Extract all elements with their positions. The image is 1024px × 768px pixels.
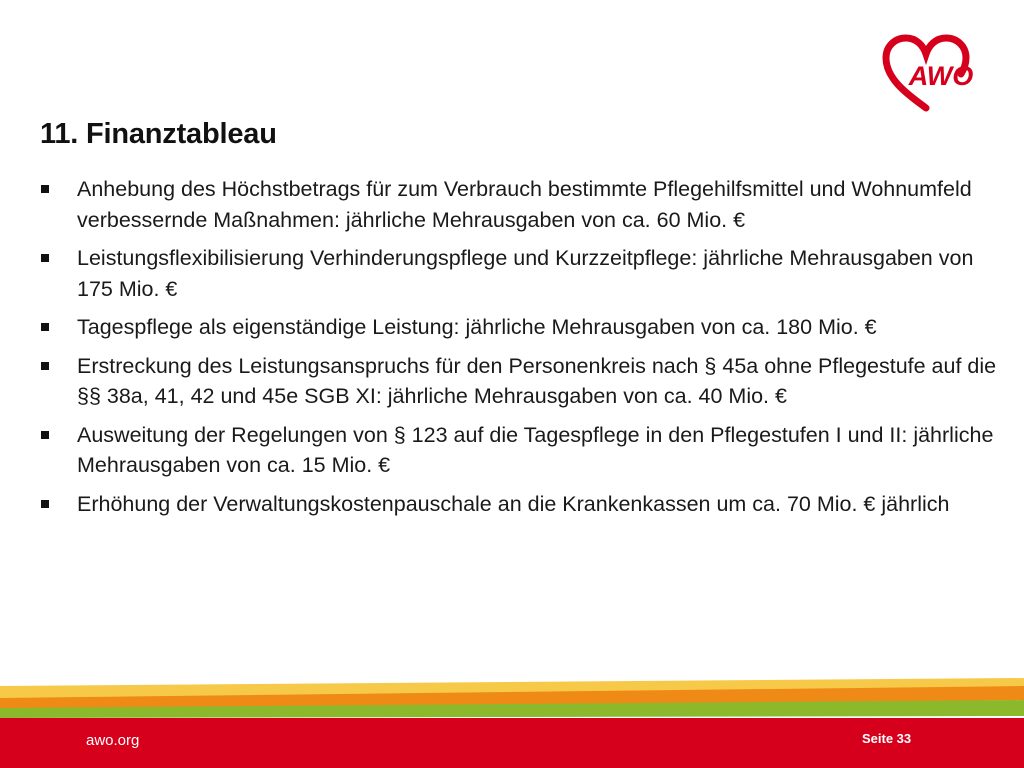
page-title: 11. Finanztableau: [40, 118, 277, 150]
bullet-item: [38, 420, 1008, 481]
square-bullet-icon: [41, 254, 49, 262]
bullet-item: [38, 351, 1008, 412]
bullet-item: [38, 243, 1008, 304]
square-bullet-icon: [41, 185, 49, 193]
bullet-text: Tagespflege als eigenständige Leistung: jährliche Mehrausgaben von ca. 180 Mio. €: [77, 315, 877, 339]
bullet-text: Ausweitung der Regelungen von § 123 auf die Tagespflege in den Pflegestufen I und II: jährliche Mehrausgaben von ca. 15 Mio. €: [77, 422, 994, 477]
square-bullet-icon: [41, 323, 49, 331]
footer-stripes: [0, 672, 1024, 768]
square-bullet-icon: [41, 500, 49, 508]
heart-icon: [880, 34, 984, 116]
bullet-item: [38, 489, 1008, 520]
square-bullet-icon: [41, 431, 49, 439]
square-bullet-icon: [41, 362, 49, 370]
bullet-text: Leistungsflexibilisierung Verhinderungspflege und Kurzzeitpflege: jährliche Mehrausgaben von 175 Mio. €: [77, 246, 974, 301]
bullet-item: [38, 174, 1008, 235]
bullet-text: Anhebung des Höchstbetrags für zum Verbrauch bestimmte Pflegehilfsmittel und Wohnumfeld verbessernde Maßnahmen: jährliche Mehrausgaben von ca. 60 Mio. €: [77, 177, 972, 232]
logo-text: AWO: [908, 61, 974, 91]
bullet-item: [38, 312, 1008, 343]
bullet-text: Erhöhung der Verwaltungskostenpauschale an die Krankenkassen um ca. 70 Mio. € jährlich: [77, 491, 950, 516]
bullet-text: Erstreckung des Leistungsanspruchs für den Personenkreis nach § 45a ohne Pflegestufe auf die §§ 38a, 41, 42 und 45e SGB XI: jährliche Mehrausgaben von ca. 40 Mio. €: [77, 353, 997, 408]
footer-url[interactable]: awo.org: [86, 732, 140, 749]
page-number: Seite 33: [862, 731, 912, 746]
awo-logo: [880, 34, 984, 116]
bullet-list: [38, 174, 1008, 527]
